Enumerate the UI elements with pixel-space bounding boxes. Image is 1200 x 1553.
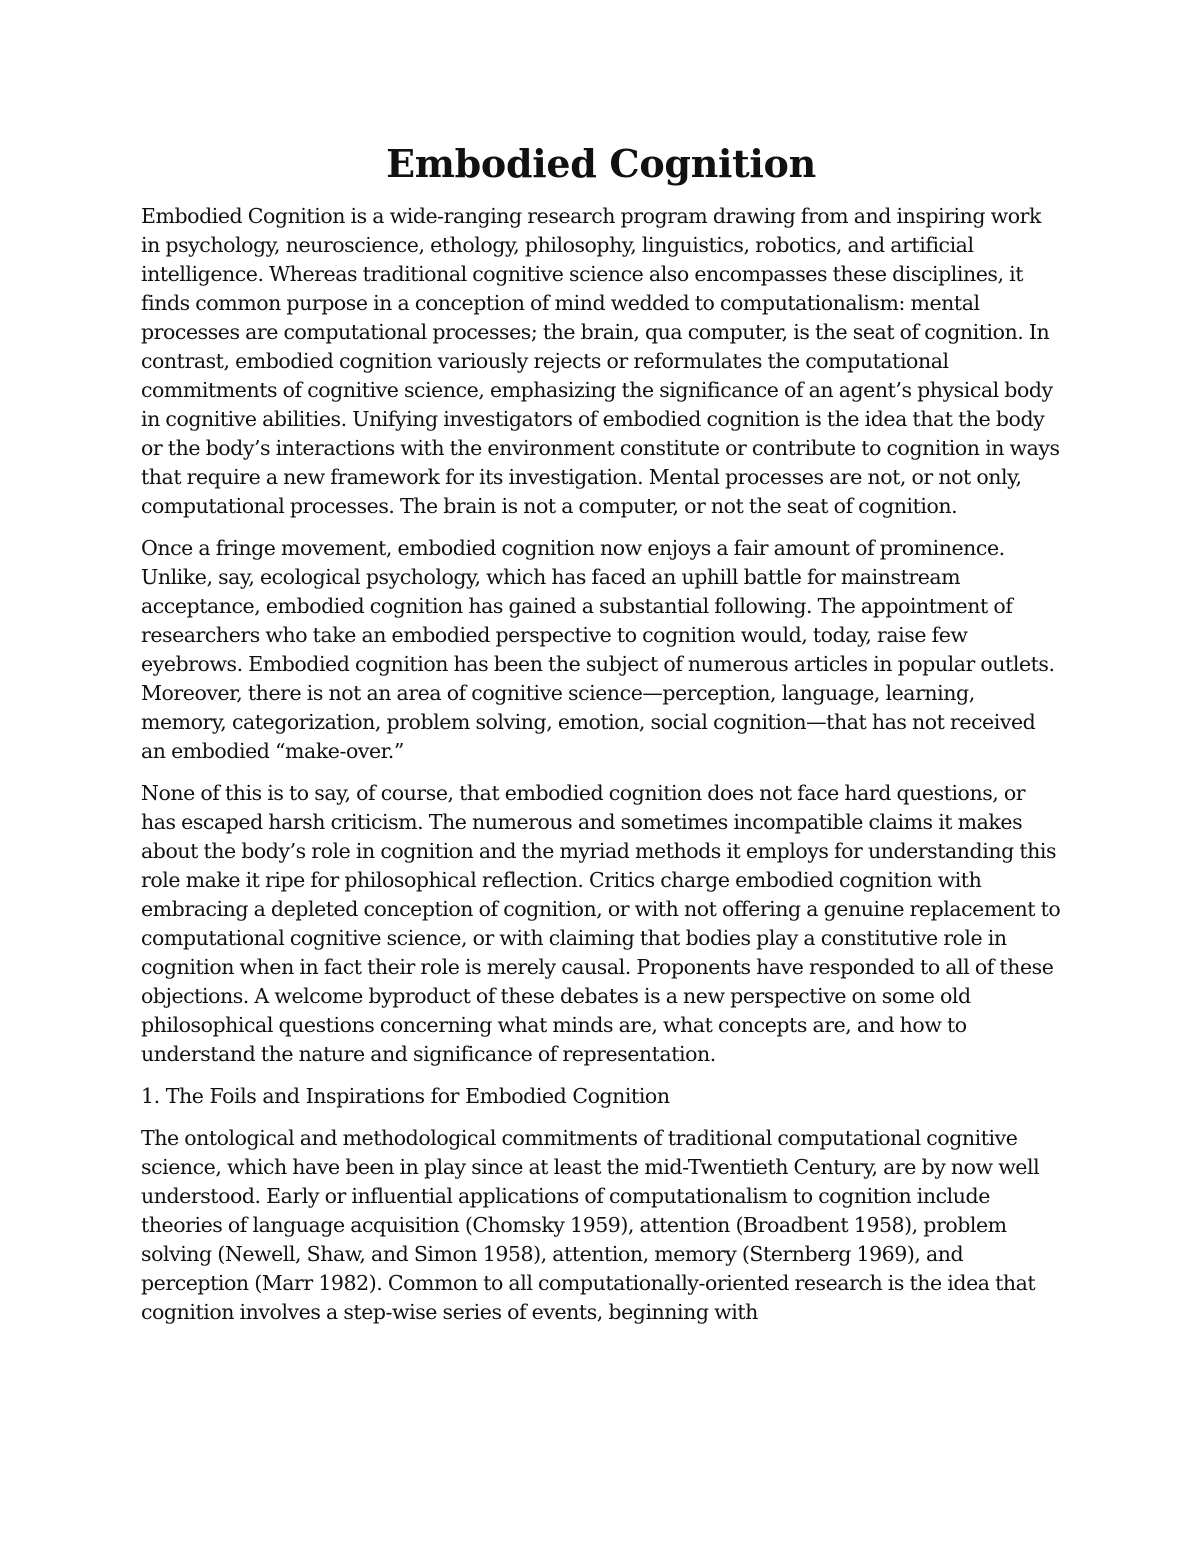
document-body — [141, 140, 1061, 1340]
section-heading: 1. The Foils and Inspirations for Embodied Cognition — [141, 1084, 670, 1108]
intro-paragraph-2: Once a fringe movement, embodied cognition now enjoys a fair amount of prominence. Unlike, say, ecological psychology, which has faced an uphill battle for mainstream acceptance, embodied cognition has gained a substantial following. The appointment of researchers who take an embodied perspective to cognition would, today, raise few eyebrows. Embodied cognition has been the subject of numerous articles in popular outlets. Moreover, there is not an area of cognitive science—perception, language, learning, memory, categorization, problem solving, emotion, social cognition—that has not received an embodied “make-over.” — [141, 536, 1055, 763]
intro-paragraph-1: Embodied Cognition is a wide-ranging research program drawing from and inspiring work in psychology, neuroscience, ethology, philosophy, linguistics, robotics, and artificial intelligence. Whereas traditional cognitive science also encompasses these disciplines, it finds common purpose in a conception of mind wedded to computationalism: mental processes are computational processes; the brain, qua computer, is the seat of cognition. In contrast, embodied cognition variously rejects or reformulates the computational commitments of cognitive science, emphasizing the significance of an agent’s physical body in cognitive abilities. Unifying investigators of embodied cognition is the idea that the body or the body’s interactions with the environment constitute or contribute to cognition in ways that require a new framework for its investigation. Mental processes are not, or not only, computational processes. The brain is not a computer, or not the seat of cognition. — [141, 204, 1060, 518]
intro-paragraph-3: None of this is to say, of course, that embodied cognition does not face hard questions, or has escaped harsh criticism. The numerous and sometimes incompatible claims it makes about the body’s role in cognition and the myriad methods it employs for understanding this role make it ripe for philosophical reflection. Critics charge embodied cognition with embracing a depleted conception of cognition, or with not offering a genuine replacement to computational cognitive science, or with claiming that bodies play a constitutive role in cognition when in fact their role is merely causal. Proponents have responded to all of these objections. A welcome byproduct of these debates is a new perspective on some old philosophical questions concerning what minds are, what concepts are, and how to understand the nature and significance of representation. — [141, 781, 1061, 1066]
section-paragraph-1: The ontological and methodological commitments of traditional computational cognitive science, which have been in play since at least the mid-Twentieth Century, are by now well understood. Early or influential applications of computationalism to cognition include theories of language acquisition (Chomsky 1959), attention (Broadbent 1958), problem solving (Newell, Shaw, and Simon 1958), attention, memory (Sternberg 1969), and perception (Marr 1982). Common to all computationally-oriented research is the idea that cognition involves a step-wise series of events, beginning with — [141, 1126, 1040, 1324]
document-title: Embodied Cognition — [386, 141, 816, 186]
